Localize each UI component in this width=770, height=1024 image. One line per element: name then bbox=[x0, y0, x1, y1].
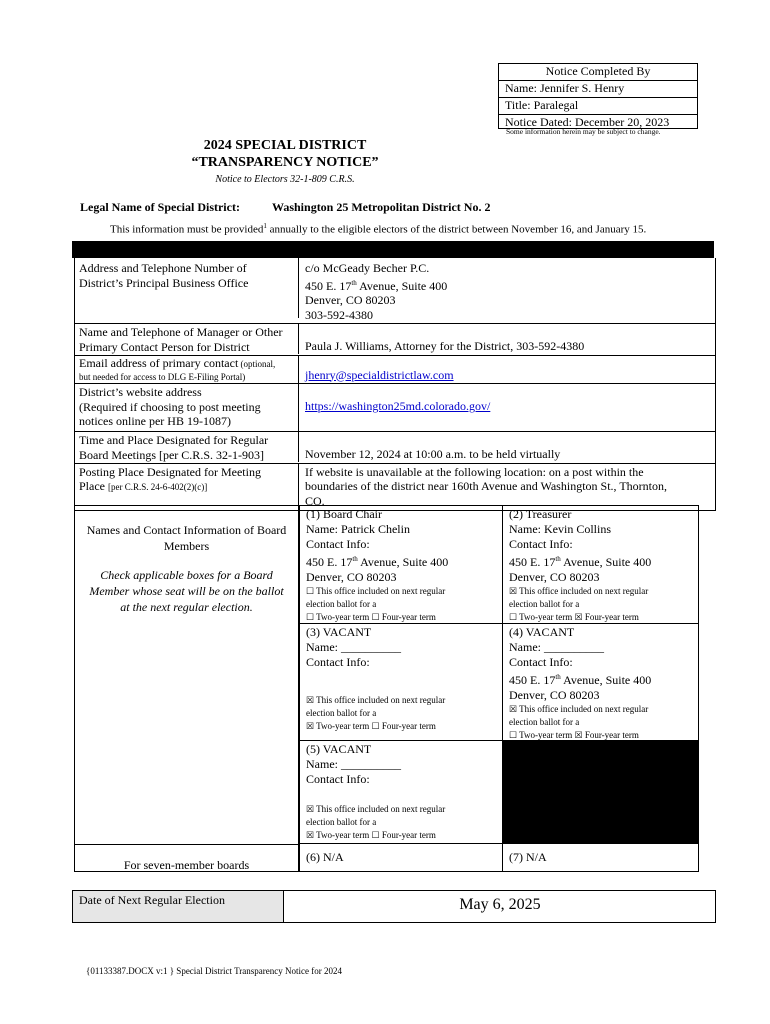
legal-name-value: Washington 25 Metropolitan District No. 2 bbox=[272, 200, 491, 214]
address-street-rest: Avenue, Suite 400 bbox=[356, 278, 448, 293]
member-address bbox=[509, 670, 692, 688]
ballot-checkbox[interactable]: ☒ This office included on next regular bbox=[509, 586, 649, 596]
board-member-7: (7) N/A bbox=[502, 843, 699, 872]
board-member-6: (6) N/A bbox=[299, 843, 503, 872]
address-label-line: Address and Telephone Number of bbox=[79, 261, 247, 275]
member-ordinal: th bbox=[555, 673, 561, 681]
member-ordinal: th bbox=[352, 555, 358, 563]
member-street: 450 E. 17 bbox=[306, 555, 353, 569]
member-title: (4) VACANT bbox=[509, 625, 575, 639]
website-link[interactable]: https://washington25md.colorado.gov/ bbox=[305, 399, 491, 413]
spacer bbox=[306, 787, 496, 803]
email-label-line bbox=[79, 357, 294, 371]
member-address bbox=[509, 552, 692, 570]
legal-name-label: Legal Name of Special District: bbox=[80, 200, 240, 214]
member-name: Name: __________ bbox=[306, 640, 401, 654]
ballot-checkbox[interactable]: ☒ This office included on next regular bbox=[306, 804, 446, 814]
email-label-note: but needed for access to DLG E-Filing Portal) bbox=[79, 371, 246, 382]
address-line: Denver, CO 80203 bbox=[305, 293, 396, 307]
ballot-checkbox[interactable]: ☒ This office included on next regular bbox=[509, 704, 649, 714]
term-checkboxes[interactable]: ☐ Two-year term ☒ Four-year term bbox=[509, 612, 639, 622]
address-line bbox=[305, 276, 709, 294]
manager-label-line: Primary Contact Person for District bbox=[79, 339, 250, 354]
info-requirement-line bbox=[110, 222, 646, 236]
table-row-manager bbox=[75, 323, 715, 355]
board-heading-line: Names and Contact Information of Board bbox=[86, 523, 287, 537]
member-contact-label: Contact Info: bbox=[509, 537, 573, 551]
section-header-bar bbox=[72, 241, 714, 258]
term-checkboxes[interactable]: ☐ Two-year term ☐ Four-year term bbox=[306, 612, 436, 622]
posting-value bbox=[299, 464, 715, 510]
posting-label-place: Place bbox=[79, 479, 108, 493]
notice-title: Title: Paralegal bbox=[499, 98, 697, 115]
manager-value: Paula J. Williams, Attorney for the District, 303-592-4380 bbox=[305, 339, 585, 353]
member-city: Denver, CO 80203 bbox=[509, 688, 600, 702]
table-row-address bbox=[75, 258, 715, 323]
member-address bbox=[306, 552, 496, 570]
posting-line: CO. bbox=[305, 493, 325, 508]
meetings-label-line: Time and Place Designated for Regular bbox=[79, 433, 269, 447]
manager-label-line: Name and Telephone of Manager or Other bbox=[79, 325, 283, 339]
meetings-label bbox=[75, 432, 299, 462]
email-link[interactable]: jhenry@specialdistrictlaw.com bbox=[305, 367, 454, 382]
member-street-rest: Avenue, Suite 400 bbox=[560, 555, 652, 569]
divider bbox=[75, 844, 298, 845]
member-name: Name: __________ bbox=[509, 640, 604, 654]
next-election-box bbox=[72, 890, 716, 923]
notice-completed-box bbox=[498, 63, 698, 129]
posting-line: boundaries of the district near 160th Avenue and Washington St., Thornton, bbox=[305, 479, 667, 493]
ballot-text: election ballot for a bbox=[509, 599, 580, 609]
address-line: c/o McGeady Becher P.C. bbox=[305, 261, 430, 275]
email-label bbox=[75, 356, 299, 383]
member-contact-label: Contact Info: bbox=[306, 772, 370, 786]
member-name: Name: Patrick Chelin bbox=[306, 522, 410, 536]
table-row-posting bbox=[75, 463, 715, 510]
posting-label-line: Posting Place Designated for Meeting bbox=[79, 464, 261, 479]
spacer bbox=[306, 670, 496, 694]
notice-heading: Notice Completed By bbox=[499, 64, 697, 81]
document-title-line2: “TRANSPARENCY NOTICE” bbox=[191, 155, 379, 170]
board-left-column bbox=[74, 505, 299, 872]
member-street: 450 E. 17 bbox=[509, 673, 556, 687]
ballot-text: election ballot for a bbox=[306, 599, 377, 609]
address-label-line: District’s Principal Business Office bbox=[79, 275, 249, 290]
member-contact-label: Contact Info: bbox=[306, 537, 370, 551]
redacted-block bbox=[502, 740, 699, 844]
notice-dated: Notice Dated: December 20, 2023 bbox=[505, 115, 670, 129]
seven-member-label: For seven-member boards bbox=[123, 858, 250, 872]
ballot-text: election ballot for a bbox=[509, 717, 580, 727]
website-value-cell bbox=[299, 384, 715, 431]
instructions-line: at the next regular election. bbox=[120, 600, 253, 614]
table-row-website bbox=[75, 383, 715, 431]
posting-label-statute: [per C.R.S. 24-6-402(2)(c)] bbox=[108, 482, 208, 492]
term-checkboxes[interactable]: ☒ Two-year term ☐ Four-year term bbox=[306, 830, 436, 840]
email-value-cell bbox=[299, 356, 715, 384]
address-value bbox=[299, 258, 715, 323]
member-name: Name: __________ bbox=[306, 757, 401, 771]
member-contact-label: Contact Info: bbox=[509, 655, 573, 669]
member-title: (5) VACANT bbox=[306, 742, 372, 756]
board-member-2 bbox=[502, 505, 699, 624]
member-title: (3) VACANT bbox=[306, 625, 372, 639]
term-checkboxes[interactable]: ☒ Two-year term ☐ Four-year term bbox=[306, 721, 436, 731]
info-text-end: annually to the eligible electors of the district between November 16, and January 15. bbox=[266, 223, 647, 236]
board-names-heading bbox=[75, 522, 298, 554]
meetings-label-line: Board Meetings [per C.R.S. 32-1-903] bbox=[79, 447, 264, 462]
next-election-date: May 6, 2025 bbox=[459, 896, 541, 913]
posting-label-line bbox=[79, 479, 294, 495]
email-label-main: Email address of primary contact bbox=[79, 355, 239, 370]
ballot-checkbox[interactable]: ☒ This office included on next regular bbox=[306, 695, 446, 705]
posting-line: If website is unavailable at the following location: on a post within the bbox=[305, 464, 644, 479]
board-check-instructions bbox=[75, 567, 298, 615]
member-ordinal: th bbox=[555, 555, 561, 563]
meetings-value: November 12, 2024 at 10:00 a.m. to be held virtually bbox=[305, 447, 561, 461]
board-member-1 bbox=[299, 505, 503, 624]
website-label-line: (Required if choosing to post meeting bbox=[79, 399, 261, 414]
subject-to-change-note: Some information herein may be subject to change. bbox=[506, 127, 661, 136]
board-heading-line: Members bbox=[163, 539, 210, 553]
next-election-label: Date of Next Regular Election bbox=[73, 891, 284, 922]
website-label-line: notices online per HB 19-1087) bbox=[79, 414, 231, 428]
email-label-optional: (optional, bbox=[238, 358, 276, 369]
posting-label bbox=[75, 464, 299, 510]
board-member-3 bbox=[299, 623, 503, 741]
website-label bbox=[75, 384, 299, 431]
table-row-meetings bbox=[75, 431, 715, 463]
footnote-marker: 1 bbox=[263, 222, 267, 230]
table-row-email bbox=[75, 355, 715, 384]
member-city: Denver, CO 80203 bbox=[509, 570, 600, 584]
member-street: 450 E. 17 bbox=[509, 555, 556, 569]
district-info-table bbox=[74, 258, 716, 511]
member-title: (2) Treasurer bbox=[509, 507, 572, 521]
member-name: Name: Kevin Collins bbox=[509, 522, 611, 536]
document-footer: {01133387.DOCX v:1 } Special District Transparency Notice for 2024 bbox=[86, 966, 343, 976]
member-street-rest: Avenue, Suite 400 bbox=[560, 673, 652, 687]
address-street: 450 E. 17 bbox=[305, 278, 352, 293]
address-ordinal: th bbox=[351, 278, 357, 287]
address-phone: 303-592-4380 bbox=[305, 307, 373, 322]
document-subtitle: Notice to Electors 32-1-809 C.R.S. bbox=[215, 174, 355, 185]
address-label bbox=[75, 258, 299, 318]
website-label-line: District’s website address bbox=[79, 385, 202, 399]
manager-label bbox=[75, 324, 299, 354]
term-checkboxes[interactable]: ☐ Two-year term ☒ Four-year term bbox=[509, 730, 639, 740]
document-title-line1: 2024 SPECIAL DISTRICT bbox=[203, 138, 367, 153]
info-text-start: This information must be provided bbox=[110, 223, 264, 236]
member-contact-label: Contact Info: bbox=[306, 655, 370, 669]
instructions-line: Member whose seat will be on the ballot bbox=[89, 584, 284, 598]
board-member-4 bbox=[502, 623, 699, 741]
instructions-line: Check applicable boxes for a Board bbox=[100, 568, 273, 582]
ballot-text: election ballot for a bbox=[306, 817, 377, 827]
board-member-5 bbox=[299, 740, 503, 844]
member-city: Denver, CO 80203 bbox=[306, 570, 397, 584]
ballot-text: election ballot for a bbox=[306, 708, 377, 718]
notice-name: Name: Jennifer S. Henry bbox=[499, 81, 697, 98]
member-title: (1) Board Chair bbox=[306, 507, 382, 521]
member-street-rest: Avenue, Suite 400 bbox=[357, 555, 449, 569]
board-members-table bbox=[74, 505, 714, 872]
ballot-checkbox[interactable]: ☐ This office included on next regular bbox=[306, 586, 446, 596]
